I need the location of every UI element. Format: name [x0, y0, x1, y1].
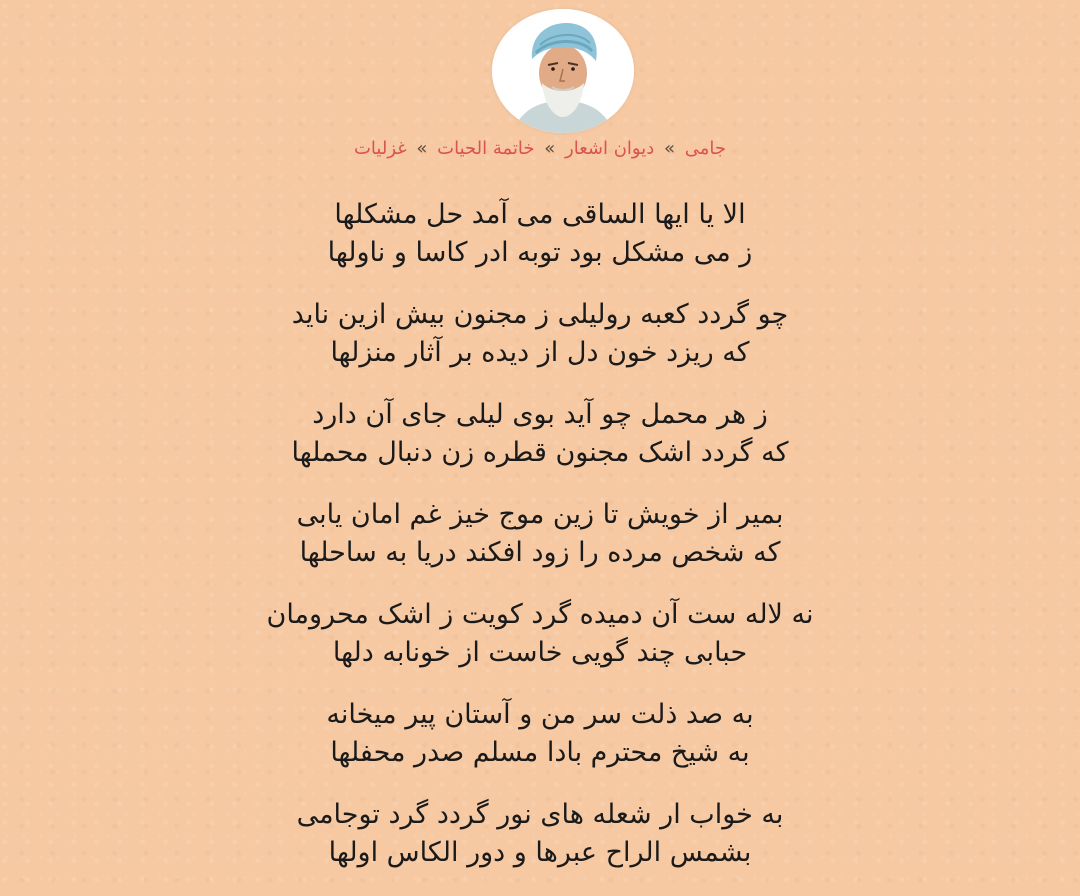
- verse-second: ز می مشکل بود توبه ادر کاسا و ناولها: [327, 237, 753, 268]
- verse-first: ز هر محمل چو آید بوی لیلی جای آن دارد: [312, 399, 768, 430]
- breadcrumb-separator: »: [416, 138, 428, 159]
- verse-second: حبابی چند گویی خاست از خونابه دلها: [332, 637, 748, 668]
- verse-second: که ریزد خون دل از دیده بر آثار منزلها: [330, 337, 750, 368]
- breadcrumb-item-section[interactable]: غزلیات: [353, 138, 407, 159]
- breadcrumb-separator: »: [544, 138, 556, 159]
- breadcrumb: [0, 136, 1080, 162]
- couplet: [0, 396, 1080, 472]
- verse-first: چو گردد کعبه رولیلی ز مجنون بیش ازین ناید: [291, 299, 789, 330]
- couplet: [0, 696, 1080, 772]
- verse-first: بمیر از خویش تا زین موج خیز غم امان یابی: [296, 499, 784, 530]
- verse-second: بشمس الراح عبرها و دور الکاس اولها: [328, 837, 752, 868]
- verse-first: به خواب ار شعله های نور گردد گرد توجامی: [296, 799, 784, 830]
- couplet: [0, 296, 1080, 372]
- poem-body: [0, 196, 1080, 896]
- couplet: [0, 596, 1080, 672]
- verse-second: که گردد اشک مجنون قطره زن دنبال محملها: [291, 437, 789, 468]
- verse-first: به صد ذلت سر من و آستان پیر میخانه: [326, 699, 754, 730]
- breadcrumb-item-divan[interactable]: دیوان اشعار: [565, 138, 655, 159]
- breadcrumb-separator: »: [663, 138, 675, 159]
- couplet: [0, 196, 1080, 272]
- verse-second: به شیخ محترم بادا مسلم صدر محفلها: [330, 737, 750, 768]
- couplet: [0, 496, 1080, 572]
- breadcrumb-item-poet[interactable]: جامی: [684, 138, 726, 159]
- breadcrumb-item-book[interactable]: خاتمة الحیات: [437, 138, 535, 159]
- verse-first: نه لاله ست آن دمیده گرد کویت ز اشک محرومان: [266, 599, 814, 630]
- poet-portrait: [492, 9, 634, 133]
- verse-second: که شخص مرده را زود افکند دریا به ساحلها: [299, 537, 781, 568]
- poet-portrait-icon: [492, 9, 634, 133]
- verse-first: الا یا ایها الساقی می آمد حل مشکلها: [334, 199, 746, 230]
- couplet: [0, 796, 1080, 872]
